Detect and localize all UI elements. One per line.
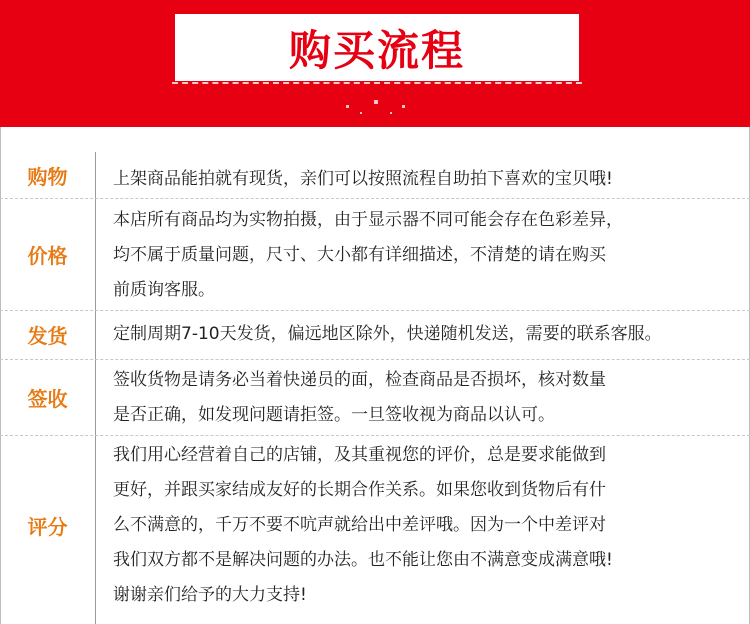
decor-dot <box>346 105 349 108</box>
row-label: 购物 <box>27 164 68 189</box>
content-line: 更好，并跟买家结成友好的长期合作关系。如果您收到货物后有什 <box>113 480 606 500</box>
row-rating <box>0 435 750 615</box>
content-line: 前质询客服。 <box>113 280 215 300</box>
content-line: 我们双方都不是解决问题的办法。也不能让您由不满意变成满意哦! <box>113 550 613 570</box>
row-shopping <box>0 152 750 198</box>
row-content <box>113 438 744 613</box>
row-content <box>113 203 744 308</box>
content-line: 是否正确，如发现问题请拒签。一旦签收视为商品以认可。 <box>113 405 555 425</box>
content-line: 谢谢亲们给予的大力支持! <box>113 585 307 605</box>
title-underline <box>172 82 582 84</box>
row-shipping <box>0 310 750 359</box>
content-line: 我们用心经营着自己的店铺，及其重视您的评价，总是要求能做到 <box>113 445 606 465</box>
header-banner <box>0 0 750 127</box>
title-box <box>175 14 579 81</box>
decor-dot <box>390 112 392 114</box>
content-line: 定制周期7-10天发货，偏远地区除外，快递随机发送，需要的联系客服。 <box>113 324 662 344</box>
row-signing <box>0 359 750 435</box>
page-title: 购买流程 <box>288 25 465 75</box>
decor-dot <box>360 112 362 114</box>
row-label: 签收 <box>27 386 68 411</box>
content-line: 本店所有商品均为实物拍摄，由于显示器不同可能会存在色彩差异， <box>113 210 623 230</box>
content-line: 上架商品能拍就有现货，亲们可以按照流程自助拍下喜欢的宝贝哦! <box>113 169 613 189</box>
decor-dot <box>402 105 405 108</box>
row-content <box>113 162 744 197</box>
content-line: 么不满意的，千万不要不吭声就给出中差评哦。因为一个中差评对 <box>113 515 606 535</box>
row-content <box>113 363 744 433</box>
row-label: 发货 <box>27 324 68 348</box>
content-line: 签收货物是请务必当着快递员的面，检查商品是否损坏，核对数量 <box>113 370 606 390</box>
content-line: 均不属于质量问题，尺寸、大小都有详细描述，不清楚的请在购买 <box>113 245 606 265</box>
row-label: 评分 <box>27 514 68 539</box>
decor-dot <box>374 100 378 104</box>
row-label: 价格 <box>27 243 68 268</box>
row-content <box>113 317 744 352</box>
row-price <box>0 198 750 310</box>
